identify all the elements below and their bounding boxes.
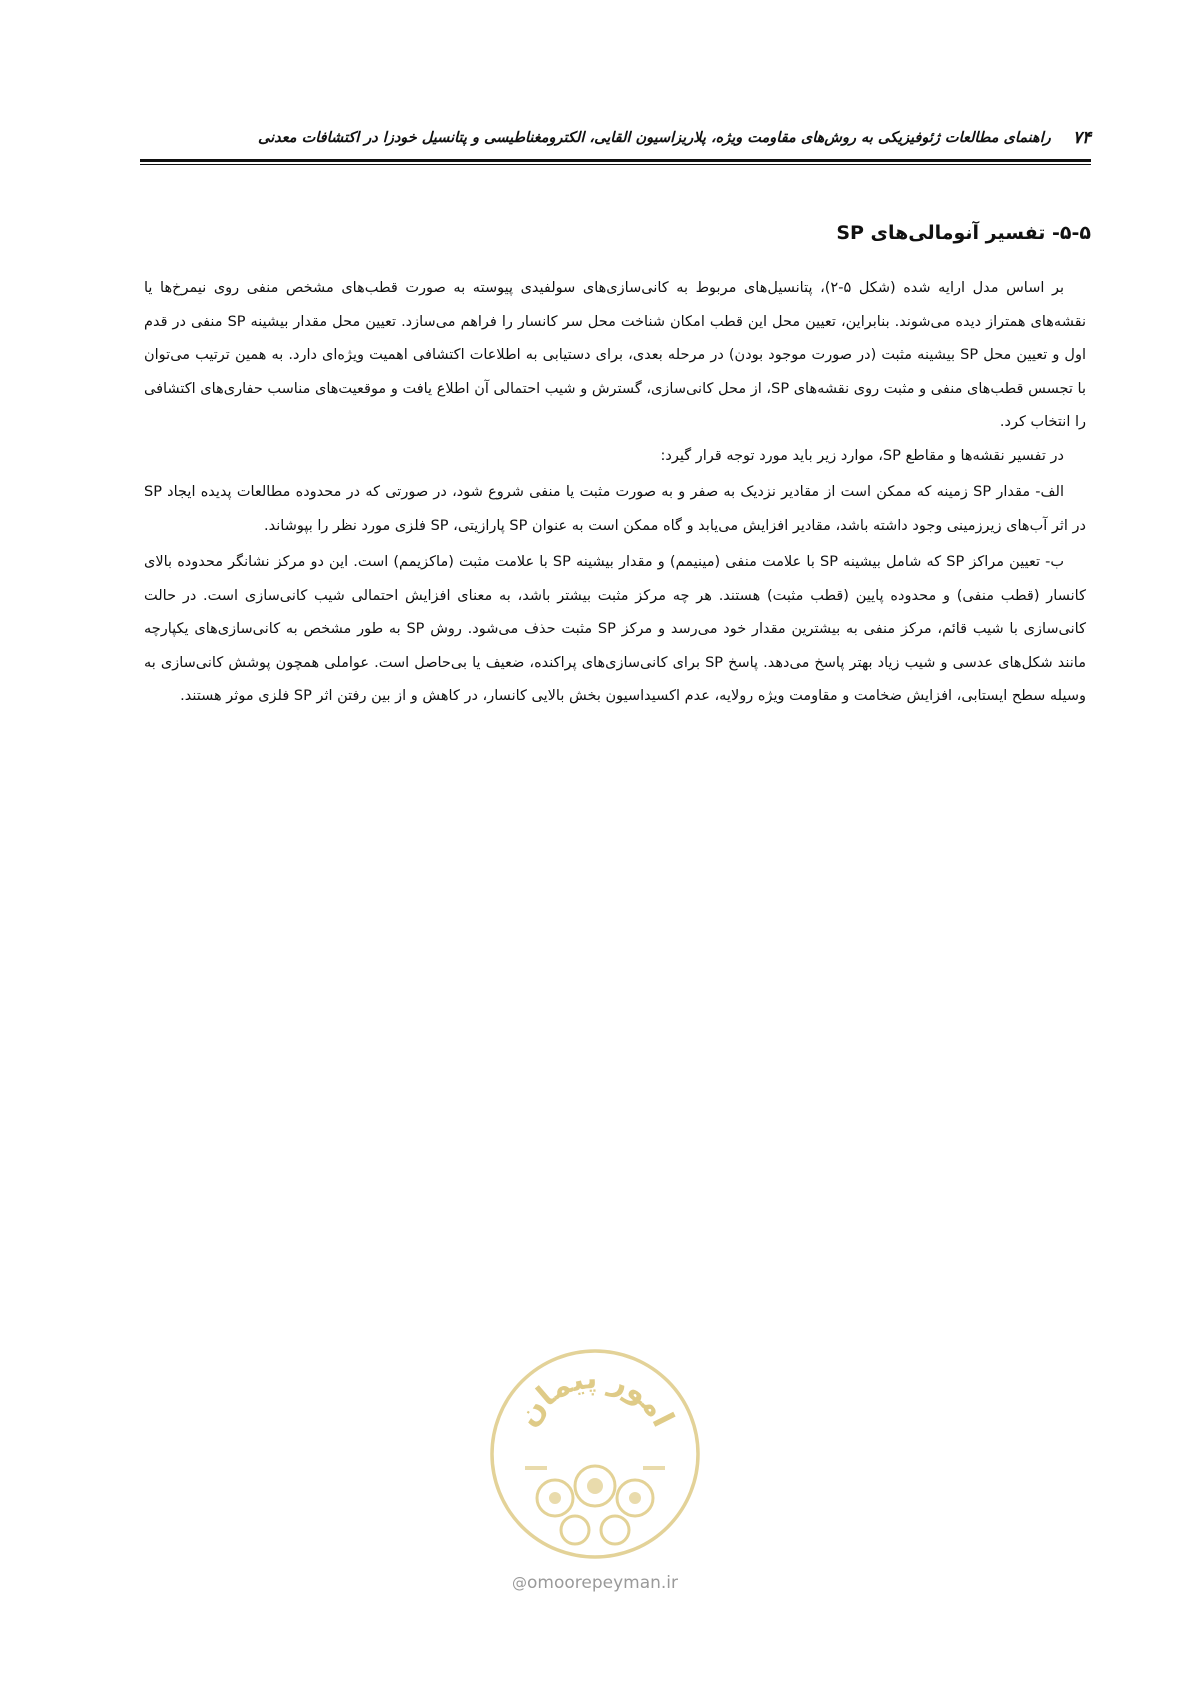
header-rule-thick [140, 159, 1091, 162]
paragraph-considerations: در تفسیر نقشه‌ها و مقاطع SP، موارد زیر باید مورد توجه قرار گیرد: [660, 447, 1064, 464]
body-text [144, 272, 1086, 714]
paragraph-intro: بر اساس مدل ارایه شده (شکل ۵-۲)، پتانسیل‌های مربوط به کانی‌سازی‌های سولفیدی پیوسته به صورت قطب‌های مشخص منفی روی نیمرخ‌ها یا نقشه‌های همتراز دیده می‌شوند. بنابراین، تعیین محل این قطب امکان شناخت محل سر کانسار را فراهم می‌سازد. تعیین محل مقدار بیشینه SP منفی در قدم اول و تعیین محل SP بیشینه مثبت (در صورت موجود بودن) در مرحله بعدی، برای دستیابی به اطلاعات اکتشافی اهمیت ویژه‌ای دارد. به همین ترتیب می‌توان با تجسس قطب‌های منفی و مثبت روی نقشه‌های SP، از محل کانی‌سازی، گسترش و شیب احتمالی آن اطلاع یافت و موقعیت‌های مناسب حفاری‌های اکتشافی را انتخاب کرد. [144, 280, 1087, 430]
section-title: ۵-۵- تفسیر آنومالی‌های SP [836, 222, 1091, 244]
paragraph-item-be: ب- تعیین مراکز SP که شامل بیشینه SP با علامت منفی (مینیمم) و مقدار بیشینه SP با علامت مثبت (ماکزیمم) است. این دو مرکز نشانگر محدوده بالای کانسار (قطب منفی) و محدوده پایین (قطب مثبت) هستند. هر چه مرکز مثبت بیشتر باشد، به معنای افزایش احتمالی شیب کانی‌سازی است. در حالت کانی‌سازی با شیب قائم، مرکز منفی به بیشترین مقدار خود می‌رسد و مرکز SP مثبت حذف می‌شود. روش SP به طور مشخص به کانی‌سازی‌های یکپارچه مانند شکل‌های عدسی و شیب زیاد بهتر پاسخ می‌دهد. پاسخ SP برای کانی‌سازی‌های پراکنده، ضعیف یا بی‌حاصل است. عواملی همچون پوشش کانی‌سازی به وسیله سطح ایستابی، افزایش ضخامت و مقاومت ویژه رولایه، عدم اکسیداسیون بخش بالایی کانسار، در کاهش و از بین رفتن اثر SP فلزی موثر هستند. [144, 554, 1086, 704]
running-header [140, 128, 1091, 148]
running-title: راهنمای مطالعات ژئوفیزیکی به روش‌های مقاومت ویژه، پلاریزاسیون القایی، الکترومغناطیسی و پتانسیل خودزا در اکتشافات معدنی [258, 130, 1051, 146]
watermark-logo-icon [489, 1348, 701, 1560]
page-number: ۷۴ [1072, 128, 1091, 148]
header-rule-thin [140, 164, 1091, 165]
svg-text:امور پیمان: امور پیمان [510, 1360, 681, 1433]
paragraph-item-alef: الف- مقدار SP زمینه که ممکن است از مقادیر نزدیک به صفر و به صورت مثبت یا منفی شروع شود، در صورتی که در محدوده مطالعات پدیده ایجاد SP در اثر آب‌های زیرزمینی وجود داشته باشد، مقادیر افزایش می‌یابد و گاه ممکن است به عنوان SP پارازیتی، SP فلزی مورد نظر را بپوشاند. [144, 484, 1086, 534]
watermark-url: @omoorepeyman.ir [511, 1573, 679, 1593]
